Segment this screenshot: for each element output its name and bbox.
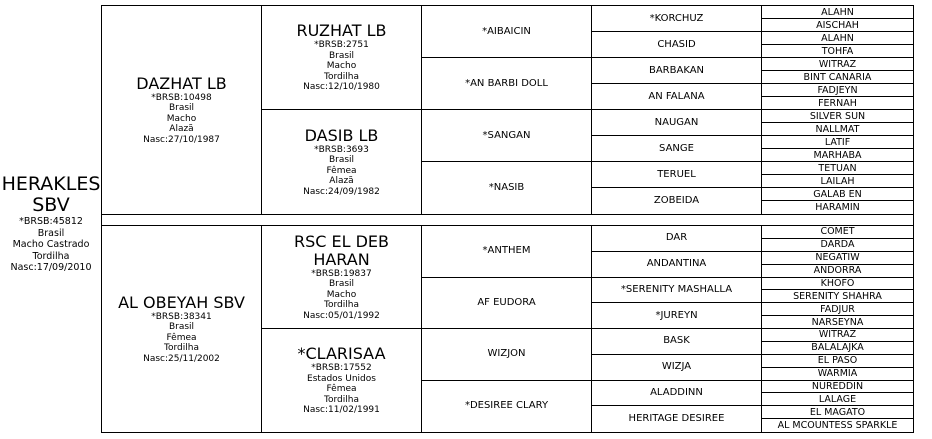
great-grandparent-cell (422, 110, 592, 162)
great-grandparent-cell (422, 329, 592, 381)
gen5-name: EL MAGATO (809, 406, 866, 418)
gen5-cell (762, 329, 913, 342)
sire-dam-separator (102, 214, 913, 226)
gen5-cell (762, 162, 913, 175)
gen5-name: NALLMAT (815, 123, 860, 135)
dam-country: Brasil (168, 322, 195, 333)
grandparent-name-line1: DASIB LB (304, 125, 379, 145)
grandparent-country: Brasil (328, 155, 355, 166)
grandparent-name-line1: RUZHAT LB (296, 21, 387, 41)
gen4-name: SANGE (659, 142, 694, 154)
sire-cell (102, 6, 262, 214)
gen5-name: WITRAZ (818, 329, 857, 341)
great-grandparent-name: *AIBAICIN (482, 25, 531, 37)
grandparent-name-line1: RSC EL DEB (293, 231, 390, 251)
gen5-cell (762, 303, 913, 316)
sire-name: DAZHAT LB (136, 73, 227, 93)
gen5-cell (762, 419, 913, 432)
gen5-cell (762, 265, 913, 278)
gen5-name: BALALAJKA (811, 342, 864, 354)
gen5-name: EL PASO (817, 355, 858, 367)
dam-color: Tordilha (164, 343, 199, 354)
gen5-cell (762, 32, 913, 45)
grandparent-sex: Macho (326, 289, 357, 300)
gen5-cell (762, 201, 913, 214)
gen5-cell (762, 406, 913, 419)
sire-registry: *BRSB:10498 (151, 92, 212, 103)
gen5-name: NUREDDIN (811, 380, 864, 392)
grandparent-born: Nasc:24/09/1982 (303, 186, 380, 197)
sire-sex: Macho (166, 113, 197, 124)
gen5-cell (762, 45, 913, 58)
gen4-name: BASK (663, 335, 690, 347)
grandparent-name-line2: HARAN (313, 249, 370, 269)
subject-registry: *BRSB:45812 (19, 216, 83, 227)
grandparent-cell (262, 329, 422, 432)
gen5-name: GALAB EN (813, 188, 862, 200)
grandparent-name-line1: *CLARISAA (297, 344, 386, 364)
gen4-cell (592, 110, 762, 136)
great-grandparent-cell (422, 381, 592, 433)
great-grandparent-name: WIZJON (487, 348, 526, 360)
gen4-name: ALADDINN (650, 386, 703, 398)
gen5-cell (762, 342, 913, 355)
gen5-cell (762, 84, 913, 97)
gen5-name: NEGATIW (815, 252, 860, 264)
grandparent-sex: Macho (326, 61, 357, 72)
gen5-name: KHOFO (820, 277, 855, 289)
gen4-name: HERITAGE DESIREE (628, 413, 725, 425)
gen4-name: TERUEL (657, 168, 696, 180)
gen5-cell (762, 19, 913, 32)
sire-born: Nasc:27/10/1987 (143, 134, 220, 145)
gen5-cell (762, 381, 913, 394)
gen5-name: WARMIA (817, 368, 858, 380)
gen4-cell (592, 58, 762, 84)
pedigree-grid (101, 5, 914, 433)
gen5-cell (762, 58, 913, 71)
great-grandparent-name: AF EUDORA (477, 296, 536, 308)
gen5-cell (762, 110, 913, 123)
dam-cell (102, 226, 262, 432)
gen4-name: *SERENITY MASHALLA (620, 283, 733, 295)
gen5-name: COMET (820, 226, 855, 238)
subject-country: Brasil (37, 227, 65, 239)
gen4-cell (592, 252, 762, 278)
gen5-name: TETUAN (818, 162, 857, 174)
gen5-name: LATIF (824, 136, 851, 148)
dam-registry: *BRSB:38341 (151, 311, 212, 322)
gen5-name: TOHFA (821, 45, 854, 57)
gen5-name: LALAGE (818, 393, 857, 405)
gen5-cell (762, 175, 913, 188)
grandparent-sex: Fêmea (326, 384, 357, 395)
gen4-cell (592, 381, 762, 407)
gen4-cell (592, 84, 762, 110)
gen4-name: BARBAKAN (648, 64, 705, 76)
gen5-name: HARAMIN (815, 202, 860, 213)
great-grandparent-cell (422, 278, 592, 330)
sire-country: Brasil (168, 103, 195, 114)
gen5-cell (762, 316, 913, 329)
grandparent-cell (262, 226, 422, 329)
gen5-name: SERENITY SHAHRA (793, 290, 882, 302)
grandparent-color: Tordilha (324, 394, 359, 405)
gen5-cell (762, 149, 913, 162)
grandparent-sex: Fêmea (326, 165, 357, 176)
subject-horse (0, 174, 102, 274)
gen4-name: ANDANTINA (646, 258, 707, 270)
gen5-name: FERNAH (818, 97, 857, 109)
gen5-name: MARHABA (813, 149, 862, 161)
gen5-name: LAILAH (820, 175, 855, 187)
gen5-cell (762, 123, 913, 136)
gen5-cell (762, 136, 913, 149)
gen5-cell (762, 97, 913, 110)
subject-color: Tordilha (32, 250, 70, 262)
gen5-name: BINT CANARIA (803, 71, 872, 83)
gen5-cell (762, 188, 913, 201)
gen4-cell (592, 226, 762, 252)
great-grandparent-name: *DESIREE CLARY (464, 400, 549, 412)
great-grandparent-cell (422, 162, 592, 214)
gen4-name: NAUGAN (654, 116, 699, 128)
gen5-cell (762, 239, 913, 252)
gen5-cell (762, 278, 913, 291)
gen4-cell (592, 136, 762, 162)
gen4-name: *JUREYN (655, 309, 698, 321)
gen4-cell (592, 278, 762, 304)
gen4-name: AN FALANA (648, 90, 705, 102)
great-grandparent-name: *SANGAN (482, 129, 531, 141)
gen5-cell (762, 71, 913, 84)
dam-name: AL OBEYAH SBV (118, 292, 245, 312)
gen4-cell (592, 188, 762, 214)
grandparent-registry: *BRSB:3693 (314, 144, 369, 155)
grandparent-cell (262, 110, 422, 214)
grandparent-registry: *BRSB:19837 (311, 268, 372, 279)
gen4-cell (592, 6, 762, 32)
gen5-name: WITRAZ (818, 58, 857, 70)
gen4-cell (592, 162, 762, 188)
grandparent-registry: *BRSB:17552 (311, 363, 372, 374)
grandparent-country: Brasil (328, 279, 355, 290)
gen5-cell (762, 252, 913, 265)
gen5-cell (762, 355, 913, 368)
dam-sex: Fêmea (166, 332, 197, 343)
subject-born: Nasc:17/09/2010 (10, 262, 92, 273)
great-grandparent-name: *ANTHEM (482, 245, 531, 257)
gen4-cell (592, 303, 762, 329)
gen4-name: WIZJA (661, 361, 692, 373)
grandparent-color: Tordilha (324, 300, 359, 311)
gen5-cell (762, 368, 913, 381)
grandparent-color: Tordilha (324, 71, 359, 82)
gen5-cell (762, 290, 913, 303)
gen5-name: ALAHN (821, 32, 854, 44)
subject-name-line1: HERAKLES (1, 173, 101, 195)
gen4-cell (592, 329, 762, 355)
great-grandparent-cell (422, 58, 592, 110)
gen5-name: AISCHAH (816, 19, 859, 31)
gen4-name: *KORCHUZ (649, 12, 704, 24)
gen4-cell (592, 406, 762, 432)
great-grandparent-name: *NASIB (488, 182, 525, 193)
gen5-name: ALAHN (821, 6, 854, 18)
sire-color: Alazã (169, 124, 194, 135)
great-grandparent-cell (422, 6, 592, 58)
gen4-name: ZOBEIDA (653, 195, 700, 206)
grandparent-registry: *BRSB:2751 (314, 40, 369, 51)
subject-sex: Macho Castrado (12, 239, 90, 250)
subject-name-line2: SBV (32, 194, 70, 216)
great-grandparent-name: *AN BARBI DOLL (465, 77, 548, 89)
gen4-cell (592, 355, 762, 381)
gen4-cell (592, 32, 762, 58)
dam-born: Nasc:25/11/2002 (143, 353, 220, 364)
grandparent-country: Estados Unidos (307, 373, 376, 384)
gen4-name: CHASID (657, 38, 696, 50)
grandparent-born: Nasc:05/01/1992 (303, 310, 380, 321)
grandparent-born: Nasc:11/02/1991 (303, 405, 380, 416)
great-grandparent-cell (422, 226, 592, 278)
gen5-cell (762, 6, 913, 19)
grandparent-country: Brasil (328, 50, 355, 61)
gen5-name: FADJEYN (817, 84, 858, 96)
grandparent-cell (262, 6, 422, 110)
gen5-name: FADJUR (820, 303, 855, 315)
gen5-name: NARSEYNA (811, 316, 864, 328)
gen5-name: ANDORRA (813, 265, 862, 277)
gen5-cell (762, 226, 913, 239)
gen5-cell (762, 393, 913, 406)
gen5-name: SILVER SUN (809, 110, 866, 122)
gen5-name: AL MCOUNTESS SPARKLE (777, 420, 898, 432)
grandparent-color: Alazã (329, 176, 354, 187)
gen5-name: DARDA (820, 239, 855, 251)
gen4-name: DAR (665, 232, 688, 244)
grandparent-born: Nasc:12/10/1980 (303, 82, 380, 93)
